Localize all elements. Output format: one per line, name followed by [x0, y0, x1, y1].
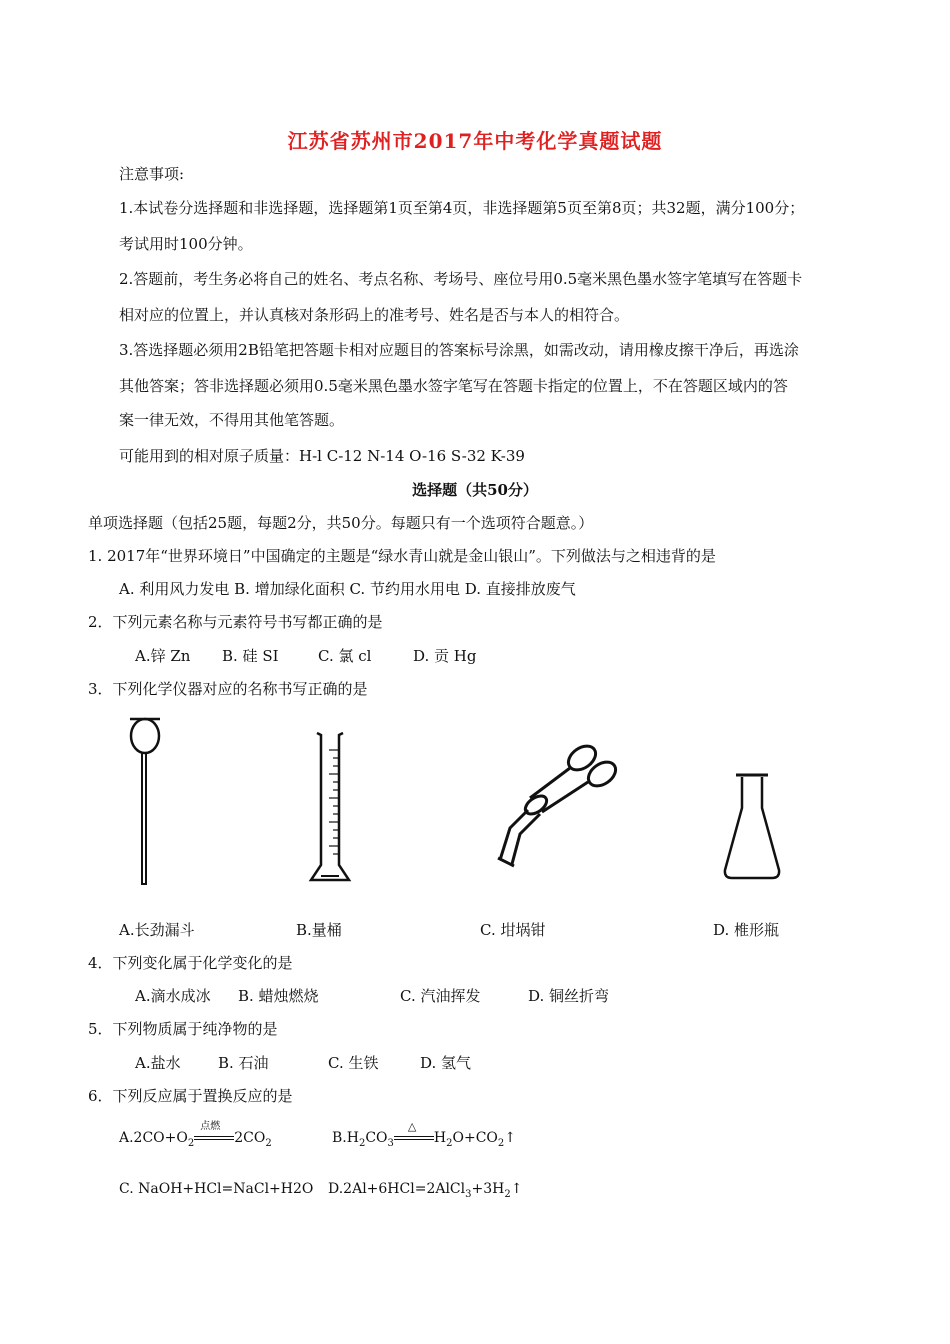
q5-option-a: A.盐水 — [135, 1054, 181, 1072]
notice-item-3-cont2: 案一律无效，不得用其他笔答题。 — [119, 411, 345, 429]
question-3-stem: 3．下列化学仪器对应的名称书写正确的是 — [88, 680, 368, 698]
q3-option-a: A.长劲漏斗 — [119, 921, 195, 939]
long-neck-funnel-icon — [120, 712, 170, 887]
q6-option-d: $D.2Al+6HCl=2AlCl_3+3H_2↑$ — [328, 1181, 523, 1200]
question-6-stem: 6．下列反应属于置换反应的是 — [88, 1087, 293, 1105]
q2-option-c: C. 氯 cl — [318, 647, 372, 665]
q5-option-b: B. 石油 — [218, 1054, 269, 1072]
q4-option-a: A.滴水成冰 — [135, 987, 211, 1005]
question-2-stem: 2．下列元素名称与元素符号书写都正确的是 — [88, 613, 383, 631]
notice-item-3-cont: 其他答案；答非选择题必须用0.5毫米黑色墨水签字笔写在答题卡指定的位置上，不在答题区域内的答 — [119, 377, 788, 395]
atomic-masses: 可能用到的相对原子质量：H-l C-12 N-14 O-16 S-32 K-39 — [119, 447, 525, 465]
question-1-stem: 1. 2017年“世界环境日”中国确定的主题是“绿水青山就是金山银山”。下列做法与之相违背的是 — [88, 547, 716, 565]
conical-flask-icon — [722, 770, 782, 885]
q3-option-c: C. 坩埚钳 — [480, 921, 546, 939]
q4-option-d: D. 铜丝折弯 — [528, 987, 610, 1005]
reaction-condition: △ — [394, 1130, 434, 1146]
notice-item-3: 3.答选择题必须用2B铅笔把答题卡相对应题目的答案标号涂黑，如需改动，请用橡皮擦干净后，再选涂 — [119, 341, 799, 359]
notice-item-1: 1.本试卷分选择题和非选择题，选择题第1页至第4页，非选择题第5页至第8页；共32题，满分100分； — [119, 199, 805, 217]
notice-item-2-cont: 相对应的位置上，并认真核对条形码上的准考号、姓名是否与本人的相符合。 — [119, 306, 630, 324]
q2-option-a: A.锌 Zn — [135, 647, 191, 665]
notice-heading: 注意事项: — [119, 165, 185, 183]
page-title: 江苏省苏州市2017年中考化学真题试题 — [287, 129, 663, 153]
crucible-tongs-icon — [490, 740, 625, 875]
instructions: 单项选择题（包括25题，每题2分，共50分。每题只有一个选项符合题意。） — [88, 514, 594, 532]
q3-option-b: B.量桶 — [296, 921, 342, 939]
q2-option-d: D. 贡 Hg — [413, 647, 477, 665]
notice-item-2: 2.答题前，考生务必将自己的姓名、考点名称、考场号、座位号用0.5毫米黑色墨水签字笔填写在答题卡 — [119, 270, 803, 288]
graduated-cylinder-icon — [305, 730, 355, 885]
q6-option-a: $A.2CO+O_2$ 点燃 $2CO_2$ — [119, 1121, 272, 1149]
q3-option-d: D. 椎形瓶 — [713, 921, 780, 939]
q4-option-c: C. 汽油挥发 — [400, 987, 481, 1005]
q4-option-b: B. 蜡烛燃烧 — [238, 987, 319, 1005]
q5-option-d: D. 氢气 — [420, 1054, 472, 1072]
question-5-stem: 5．下列物质属于纯净物的是 — [88, 1020, 278, 1038]
question-1-options: A. 利用风力发电 B. 增加绿化面积 C. 节约用水用电 D. 直接排放废气 — [119, 580, 576, 598]
question-4-stem: 4．下列变化属于化学变化的是 — [88, 954, 293, 972]
q2-option-b: B. 硅 SI — [222, 647, 279, 665]
reaction-condition: 点燃 — [194, 1130, 234, 1146]
q6-option-b: $B.H_2CO_3$ △ $H_2O+CO_2↑$ — [332, 1120, 517, 1149]
q6-option-c: C. NaOH+HCl=NaCl+H2O — [119, 1181, 314, 1197]
q5-option-c: C. 生铁 — [328, 1054, 379, 1072]
notice-item-1-cont: 考试用时100分钟。 — [119, 235, 253, 253]
section-heading: 选择题（共50分） — [412, 481, 538, 499]
